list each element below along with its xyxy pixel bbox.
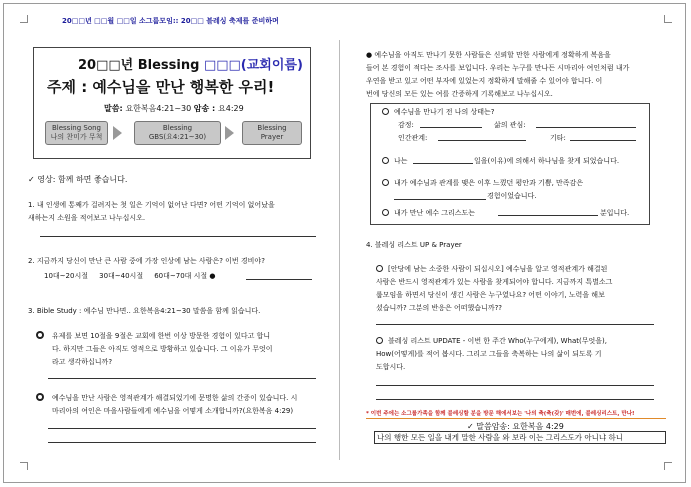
s4a-line4: 셨습니까? 그분의 반응은 어떠했습니까?? xyxy=(376,304,503,312)
banner-title-church: □□□(교회이름) xyxy=(203,58,303,73)
memory-verse: 나의 행한 모든 일을 내게 말한 사람을 와 보라 이는 그리스도가 아니냐 하니 xyxy=(377,433,623,442)
box-q3-line1: 내가 예수님과 관계를 맺은 이후 느꼈던 평안과 기쁨, 만족감은 xyxy=(394,179,584,187)
bible-q1-line1: 유제를 보면 10절을 9절은 교회에 한번 이상 방문한 경험이 있다고 합니 xyxy=(52,332,271,340)
bullet-icon xyxy=(36,393,44,401)
option-3: 60대~70대 시절 ● xyxy=(154,272,216,280)
s4a-line3: 룹모임을 하면서 당신이 생긴 사람은 누구였나요? 어떤 이야기, 노력을 해보 xyxy=(376,291,605,299)
intro-line1: ● 예수님을 아직도 만나기 못한 사람들은 신뢰할 만한 사람에게 정확하게 복음을 xyxy=(366,51,611,59)
memory-label: ✓ 말씀암송: 요한복음 4:29 xyxy=(467,422,564,431)
pill-blessing-prayer xyxy=(242,121,302,145)
answer-line xyxy=(376,399,654,400)
s4b-line2: How(어떻게)를 적어 봅시다. 그리고 그들을 축복하는 나의 삶이 되도록 기 xyxy=(376,350,602,358)
box-q1-relations: 인간관계: xyxy=(398,134,428,142)
pill-line1: Blessing Song xyxy=(51,124,101,132)
answer-line xyxy=(570,140,636,141)
video-note: ✓ 영상: 함께 하면 좋습니다. xyxy=(28,175,128,184)
circle-bullet-icon xyxy=(382,157,389,164)
banner-title-main: 20□□년 Blessing xyxy=(78,58,204,73)
corner-mark-bl xyxy=(20,462,28,470)
answer-line xyxy=(376,385,654,386)
banner-subject: 주제 : 예수님을 만난 행복한 우리! xyxy=(47,78,275,96)
bible-q2-line2: 마리아의 여인은 마을사람들에게 예수님을 어떻게 소개합니까?(요한복음 4:29) xyxy=(52,407,294,415)
bible-q1-line2: 다. 하지만 그들은 아직도 영적으로 방황하고 있습니다. 그 이유가 무엇이 xyxy=(52,345,273,353)
answer-line xyxy=(413,163,473,164)
section-4-heading: 4. 블레싱 리스트 UP & Prayer xyxy=(366,241,462,249)
question-1-line2: 새하는지 소원을 적어보고 나누십시오. xyxy=(28,214,146,222)
answer-line xyxy=(420,127,482,128)
box-q2-post: 일을(이유)에 의해서 하나님을 찾게 되었습니다. xyxy=(474,157,620,165)
box-q4-post: 분입니다. xyxy=(600,209,630,217)
bible-q1-line3: 라고 생각하십니까? xyxy=(52,358,113,366)
s4b-line3: 도합시다. xyxy=(376,363,406,371)
answer-line xyxy=(48,442,316,443)
circle-bullet-icon xyxy=(376,337,383,344)
arrow-right-icon xyxy=(113,126,122,140)
circle-bullet-icon xyxy=(382,108,389,115)
s4a-line1: [안당에 남는 소중한 사람이 되십시오] 예수님을 알고 영적관계가 해결된 xyxy=(388,265,608,273)
answer-line xyxy=(438,140,526,141)
column-divider xyxy=(339,40,340,460)
verses-text: 요한복음4:21~30 xyxy=(125,104,194,113)
arrow-right-icon xyxy=(225,126,234,140)
answer-line xyxy=(246,279,312,280)
footer-note: * 이번 주에는 소그룹가족을 함께 블레싱할 분을 방문 해에서보는 '나의 축(축(갖)' 매번에, 블레싱리스트, 만나! xyxy=(366,411,635,417)
option-1: 10대~20시절 xyxy=(44,272,88,280)
intro-line2: 들어 본 경험이 적다는 조사를 보입니다. 우리는 누구를 만나든 시마리아 여인처럼 내가 xyxy=(366,64,630,72)
corner-mark-br xyxy=(664,462,672,470)
circle-bullet-icon xyxy=(382,209,389,216)
footer-orange-rule xyxy=(366,418,666,419)
answer-line xyxy=(40,236,316,237)
answer-line xyxy=(536,127,636,128)
question-1-line1: 1. 내 인생에 통째가 걸려지는 첫 일은 기억이 없어난 다면? 어떤 기억이 없어났을 xyxy=(28,201,275,209)
answer-line xyxy=(48,428,316,429)
intro-line4: 번에 당신의 모든 있는 여를 간증하게 기록해보고 나누십시오. xyxy=(366,90,553,98)
box-q1-other: 기타: xyxy=(550,134,566,142)
bullet-icon xyxy=(36,331,44,339)
box-q1-interest: 삶의 관심: xyxy=(494,121,526,129)
header-line: 20□□년 □□월 □□일 소그룹모임:: 20□□ 블레싱 축제를 준비하며 xyxy=(62,17,279,25)
banner-title xyxy=(78,54,303,73)
question-2-options xyxy=(44,271,216,281)
box-q4-pre: 내가 만난 예수 그리스도는 xyxy=(394,209,476,217)
corner-mark-tl xyxy=(20,15,28,23)
pill-blessing-song xyxy=(45,121,108,145)
answer-line xyxy=(48,378,316,379)
pill-line2: GBS(요4:21~30) xyxy=(148,133,207,141)
answer-line xyxy=(498,215,598,216)
answer-line xyxy=(394,199,486,200)
s4b-line1: 블레싱 리스트 UPDATE - 이번 한 주간 Who(누구에게), What(무엇을), xyxy=(388,337,608,345)
memory-ref: 요4:29 xyxy=(218,104,244,113)
box-q3-line2: 경험이었습니다. xyxy=(487,192,537,200)
pill-line1: Blessing xyxy=(257,124,287,132)
question-2-line1: 2. 지금까지 당신이 만난 큰 사람 중에 가장 인상에 남는 사람은? 이번 경비야? xyxy=(28,257,265,265)
bible-q2-line1: 예수님을 만난 사람은 영적관계가 해결되었기에 문명한 삶의 간증이 있습니다. 시 xyxy=(52,394,298,402)
pill-line2: Prayer xyxy=(260,133,284,141)
option-2: 30대~40시절 xyxy=(99,272,144,280)
memory-label: 암송 : xyxy=(193,104,218,113)
banner-verses xyxy=(104,103,244,114)
circle-bullet-icon xyxy=(382,179,389,186)
circle-bullet-icon xyxy=(376,265,383,272)
pill-line1: Blessing xyxy=(162,124,193,132)
pill-line2: 나의 찬미가 무척 xyxy=(50,133,103,141)
box-q1: 예수님을 만나기 전 나의 상태는? xyxy=(394,108,495,116)
pill-blessing-gbs xyxy=(134,121,221,145)
verses-label: 말씀: xyxy=(104,104,126,113)
intro-line3: 우연을 받고 있고 어떤 부자에 있었는지 정확하게 말해줄 수 있어야 합니다. 이 xyxy=(366,77,603,85)
box-q2-pre: 나는 xyxy=(394,157,408,165)
answer-line xyxy=(376,324,654,325)
box-q1-emotion: 감정: xyxy=(398,121,414,129)
corner-mark-tr xyxy=(664,15,672,23)
bible-study-heading: 3. Bible Study : 예수님 만나면.. 요한복음4:21~30 말씀을 함께 읽습니다. xyxy=(28,307,261,315)
s4a-line2: 사람은 반드시 영적관계가 있는 사람을 찾게되어야 합니다. 지금까지 특별소그 xyxy=(376,278,613,286)
